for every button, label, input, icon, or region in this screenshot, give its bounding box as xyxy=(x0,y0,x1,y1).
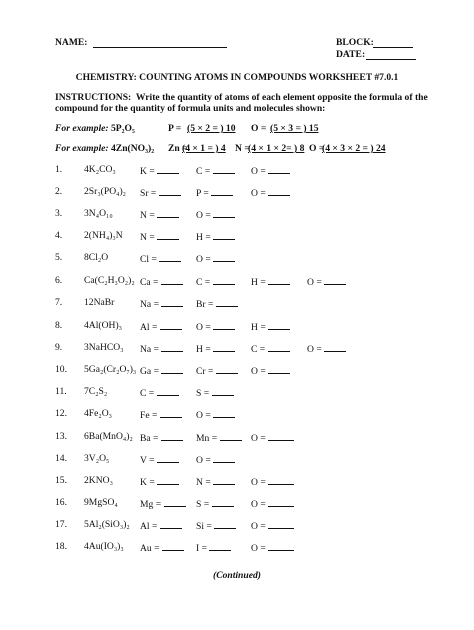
problem-row xyxy=(55,408,455,420)
element-label: O = xyxy=(251,521,266,532)
element-answer[interactable] xyxy=(251,364,290,377)
element-answer[interactable] xyxy=(140,497,186,510)
problem-formula: 6Ba(MnO₄)₂ xyxy=(84,431,133,442)
element-label: O = xyxy=(196,254,211,265)
problem-formula: 4K₂CO₃ xyxy=(84,164,116,175)
problem-row xyxy=(55,164,455,176)
answer-blank[interactable] xyxy=(157,475,179,485)
problem-number: 12. xyxy=(55,408,67,419)
answer-blank[interactable] xyxy=(209,541,231,551)
problem-formula: 2KNO₃ xyxy=(84,475,113,486)
element-answer[interactable] xyxy=(140,186,181,199)
element-answer[interactable] xyxy=(140,297,183,310)
element-label: V = xyxy=(140,455,155,466)
problem-formula: 3NaHCO₃ xyxy=(84,342,124,353)
answer-blank[interactable] xyxy=(160,320,182,330)
answer-blank[interactable] xyxy=(213,320,235,330)
element-answer[interactable] xyxy=(196,342,235,355)
element-answer[interactable] xyxy=(196,320,235,333)
worksheet-title: CHEMISTRY: COUNTING ATOMS IN COMPOUNDS WORKSHEET #7.0.1 xyxy=(75,72,399,83)
example-row-1 xyxy=(55,123,455,135)
element-answer[interactable] xyxy=(140,519,182,532)
element-answer[interactable] xyxy=(140,230,179,243)
problem-row xyxy=(55,275,455,287)
element-label: O = xyxy=(251,433,266,444)
problem-number: 1. xyxy=(55,164,63,175)
element-label: Mn = xyxy=(196,433,218,444)
answer-blank[interactable] xyxy=(214,519,236,529)
answer-blank[interactable] xyxy=(211,186,233,196)
answer-blank[interactable] xyxy=(161,431,183,441)
answer-blank[interactable] xyxy=(268,275,290,285)
element-answer[interactable] xyxy=(196,408,235,421)
element-answer[interactable] xyxy=(140,275,183,288)
element-label: O = xyxy=(251,366,266,377)
problem-row xyxy=(55,541,455,553)
element-answer[interactable] xyxy=(196,519,236,532)
element-label: O = xyxy=(251,477,266,488)
problem-formula: 9MgSO₄ xyxy=(84,497,118,508)
problem-row xyxy=(55,208,455,220)
example-formula: 4Zn(NO₃)₂ xyxy=(111,143,155,154)
example-answer: (4 × 1 × 2= ) 8 xyxy=(248,143,305,154)
element-label: S = xyxy=(196,388,210,399)
problem-number: 5. xyxy=(55,252,63,263)
problem-number: 9. xyxy=(55,342,63,353)
element-answer[interactable] xyxy=(140,453,179,466)
element-answer[interactable] xyxy=(140,541,184,554)
problem-number: 10. xyxy=(55,364,67,375)
answer-blank[interactable] xyxy=(268,320,290,330)
element-answer[interactable] xyxy=(196,208,235,221)
problem-formula: 7C₂S₂ xyxy=(84,386,108,397)
element-answer[interactable] xyxy=(251,475,294,488)
element-answer[interactable] xyxy=(251,519,294,532)
element-answer[interactable] xyxy=(140,431,183,444)
element-label: H = xyxy=(251,322,266,333)
element-answer[interactable] xyxy=(140,252,181,265)
element-label: O = xyxy=(251,166,266,177)
answer-blank[interactable] xyxy=(268,519,294,529)
problem-number: 16. xyxy=(55,497,67,508)
answer-blank[interactable] xyxy=(268,541,294,551)
answer-blank[interactable] xyxy=(268,364,290,374)
element-answer[interactable] xyxy=(140,364,183,377)
element-label: Al = xyxy=(140,322,158,333)
element-label: Al = xyxy=(140,521,158,532)
name-label: NAME: xyxy=(55,37,88,48)
element-label: O = xyxy=(307,344,322,355)
problem-row xyxy=(55,453,455,465)
element-answer[interactable] xyxy=(140,164,179,177)
element-answer[interactable] xyxy=(196,431,242,444)
element-answer[interactable] xyxy=(196,297,238,310)
element-answer[interactable] xyxy=(196,364,238,377)
element-label: S = xyxy=(196,499,210,510)
element-answer[interactable] xyxy=(140,408,182,421)
answer-blank[interactable] xyxy=(216,364,238,374)
answer-blank[interactable] xyxy=(160,519,182,529)
example-row-2 xyxy=(55,143,455,155)
answer-blank[interactable] xyxy=(213,408,235,418)
element-answer[interactable] xyxy=(307,342,346,355)
element-label: Ca = xyxy=(140,277,159,288)
instructions-line-1 xyxy=(55,92,428,103)
element-label: O = xyxy=(196,455,211,466)
element-label: Cl = xyxy=(140,254,157,265)
answer-blank[interactable] xyxy=(212,497,234,507)
element-label: Au = xyxy=(140,543,160,554)
element-answer[interactable] xyxy=(251,164,290,177)
problem-formula: 12NaBr xyxy=(84,297,115,308)
element-label: C = xyxy=(140,388,155,399)
element-label: O = xyxy=(196,210,211,221)
element-answer[interactable] xyxy=(251,497,294,510)
element-label: I = xyxy=(196,543,208,554)
answer-blank[interactable] xyxy=(212,386,234,396)
example-element: Zn = xyxy=(168,143,188,154)
name-field[interactable] xyxy=(93,37,227,48)
answer-blank[interactable] xyxy=(220,431,242,441)
element-label: N = xyxy=(196,477,211,488)
element-label: O = xyxy=(307,277,322,288)
element-answer[interactable] xyxy=(251,320,290,333)
element-label: Na = xyxy=(140,344,159,355)
problem-number: 7. xyxy=(55,297,63,308)
answer-blank[interactable] xyxy=(164,497,186,507)
element-answer[interactable] xyxy=(140,386,179,399)
continued-note: (Continued) xyxy=(213,570,261,581)
block-field[interactable] xyxy=(373,37,413,48)
problem-formula: 3N₄O₁₀ xyxy=(84,208,113,219)
element-label: C = xyxy=(251,344,266,355)
problem-formula: 4Au(IO₃)₃ xyxy=(84,541,124,552)
problem-number: 4. xyxy=(55,230,63,241)
element-label: Fe = xyxy=(140,410,158,421)
problem-row xyxy=(55,186,455,198)
element-answer[interactable] xyxy=(251,186,290,199)
element-label: Br = xyxy=(196,299,214,310)
answer-blank[interactable] xyxy=(159,186,181,196)
answer-blank[interactable] xyxy=(162,541,184,551)
element-answer[interactable] xyxy=(140,342,183,355)
problem-row xyxy=(55,230,455,242)
element-label: O = xyxy=(251,188,266,199)
answer-blank[interactable] xyxy=(213,475,235,485)
instructions-text-1: Write the quantity of atoms of each element opposite the formula of the xyxy=(135,92,428,103)
element-answer[interactable] xyxy=(196,497,234,510)
element-label: O = xyxy=(196,322,211,333)
block-label: BLOCK: xyxy=(336,37,374,48)
problem-number: 8. xyxy=(55,320,63,331)
element-answer[interactable] xyxy=(196,386,234,399)
problem-formula: 3V₂O₅ xyxy=(84,453,110,464)
problem-formula: 5Al₂(SiO₃)₂ xyxy=(84,519,130,530)
answer-blank[interactable] xyxy=(216,297,238,307)
problem-number: 15. xyxy=(55,475,67,486)
example-answer: (5 × 2 = ) 10 xyxy=(187,123,236,134)
element-label: P = xyxy=(196,188,209,199)
element-answer[interactable] xyxy=(196,541,231,554)
problem-row xyxy=(55,252,455,264)
element-answer[interactable] xyxy=(251,275,290,288)
problem-number: 18. xyxy=(55,541,67,552)
problem-formula: 5Ga₂(Cr₂O₇)₃ xyxy=(84,364,137,375)
element-label: O = xyxy=(196,410,211,421)
problem-number: 2. xyxy=(55,186,63,197)
instructions-prefix: INSTRUCTIONS: xyxy=(55,92,132,103)
answer-blank[interactable] xyxy=(157,386,179,396)
element-answer[interactable] xyxy=(251,431,294,444)
problem-number: 14. xyxy=(55,453,67,464)
problem-row xyxy=(55,386,455,398)
problem-row xyxy=(55,497,455,509)
element-label: H = xyxy=(196,344,211,355)
example-answer: (4 × 3 × 2 = ) 24 xyxy=(322,143,386,154)
element-answer[interactable] xyxy=(140,475,179,488)
problem-formula: 2(NH₄)₃N xyxy=(84,230,123,241)
problem-formula: 8Cl₂O xyxy=(84,252,109,263)
element-label: O = xyxy=(251,543,266,554)
example-element: P = xyxy=(168,123,182,134)
element-answer[interactable] xyxy=(140,208,179,221)
problem-row xyxy=(55,297,455,309)
answer-blank[interactable] xyxy=(161,342,183,352)
element-label: K = xyxy=(140,166,155,177)
problem-row xyxy=(55,519,455,531)
element-label: C = xyxy=(196,277,211,288)
answer-blank[interactable] xyxy=(213,453,235,463)
element-label: N = xyxy=(140,232,155,243)
answer-blank[interactable] xyxy=(268,164,290,174)
answer-blank[interactable] xyxy=(161,275,183,285)
element-answer[interactable] xyxy=(196,230,235,243)
answer-blank[interactable] xyxy=(161,297,183,307)
element-answer[interactable] xyxy=(196,453,235,466)
element-answer[interactable] xyxy=(140,320,182,333)
problem-number: 6. xyxy=(55,275,63,286)
example-formula: 5P₂O₅ xyxy=(111,123,135,134)
answer-blank[interactable] xyxy=(268,431,294,441)
answer-blank[interactable] xyxy=(213,230,235,240)
problem-formula: 4Al(OH)₃ xyxy=(84,320,122,331)
problem-row xyxy=(55,320,455,332)
element-label: Ba = xyxy=(140,433,159,444)
instructions-text-2: compound for the quantity of formula units and molecules shown: xyxy=(55,103,326,114)
answer-blank[interactable] xyxy=(324,275,346,285)
problem-number: 3. xyxy=(55,208,63,219)
element-answer[interactable] xyxy=(196,475,235,488)
answer-blank[interactable] xyxy=(268,342,290,352)
problem-row xyxy=(55,431,455,443)
example-answer: (5 × 3 = ) 15 xyxy=(270,123,319,134)
answer-blank[interactable] xyxy=(213,275,235,285)
element-label: Mg = xyxy=(140,499,162,510)
answer-blank[interactable] xyxy=(324,342,346,352)
element-label: O = xyxy=(251,499,266,510)
example-label: For example: xyxy=(55,143,109,154)
element-answer[interactable] xyxy=(196,164,235,177)
problem-row xyxy=(55,475,455,487)
element-answer[interactable] xyxy=(251,541,294,554)
answer-blank[interactable] xyxy=(213,252,235,262)
element-label: N = xyxy=(140,210,155,221)
example-element: O = xyxy=(309,143,325,154)
answer-blank[interactable] xyxy=(157,208,179,218)
problem-row xyxy=(55,342,455,354)
element-label: Cr = xyxy=(196,366,214,377)
problem-number: 11. xyxy=(55,386,67,397)
problem-formula: Ca(C₂H₃O₂)₂ xyxy=(84,275,135,286)
answer-blank[interactable] xyxy=(159,252,181,262)
answer-blank[interactable] xyxy=(213,208,235,218)
element-answer[interactable] xyxy=(251,342,290,355)
answer-blank[interactable] xyxy=(213,164,235,174)
answer-blank[interactable] xyxy=(268,475,294,485)
element-label: Na = xyxy=(140,299,159,310)
element-label: Ga = xyxy=(140,366,159,377)
answer-blank[interactable] xyxy=(157,230,179,240)
element-label: H = xyxy=(196,232,211,243)
element-label: Sr = xyxy=(140,188,157,199)
element-label: C = xyxy=(196,166,211,177)
example-answer: (4 × 1 = ) 4 xyxy=(182,143,226,154)
example-element: O = xyxy=(251,123,267,134)
element-label: K = xyxy=(140,477,155,488)
problem-number: 17. xyxy=(55,519,67,530)
answer-blank[interactable] xyxy=(157,453,179,463)
answer-blank[interactable] xyxy=(268,497,294,507)
element-answer[interactable] xyxy=(196,186,233,199)
answer-blank[interactable] xyxy=(160,408,182,418)
date-field[interactable] xyxy=(366,49,416,60)
problem-formula: 2Sr₃(PO₄)₂ xyxy=(84,186,127,197)
element-label: Si = xyxy=(196,521,212,532)
problem-formula: 4Fe₂O₃ xyxy=(84,408,113,419)
problem-row xyxy=(55,364,455,376)
date-label: DATE: xyxy=(336,49,366,60)
answer-blank[interactable] xyxy=(268,186,290,196)
example-element: N = xyxy=(235,143,250,154)
element-label: H = xyxy=(251,277,266,288)
problem-number: 13. xyxy=(55,431,67,442)
answer-blank[interactable] xyxy=(157,164,179,174)
element-answer[interactable] xyxy=(196,252,235,265)
element-answer[interactable] xyxy=(196,275,235,288)
answer-blank[interactable] xyxy=(161,364,183,374)
example-label: For example: xyxy=(55,123,109,134)
answer-blank[interactable] xyxy=(213,342,235,352)
element-answer[interactable] xyxy=(307,275,346,288)
